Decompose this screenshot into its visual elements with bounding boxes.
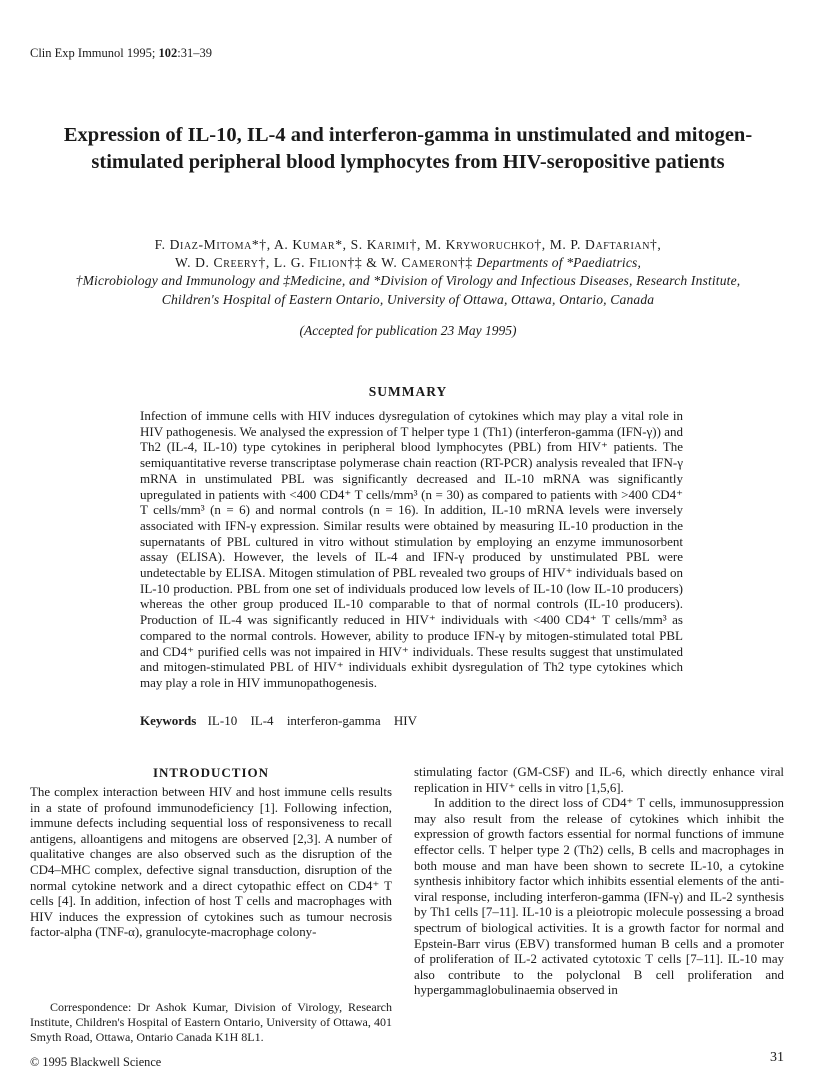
correspondence-note: Correspondence: Dr Ashok Kumar, Division of Virology, Research Institute, Children's Hospital of Eastern Ontario, University of Ottawa, 401 Smyth Road, Ottawa, Ontario Canada K1H 8L1.	[30, 1000, 392, 1044]
page-number: 31	[770, 1050, 784, 1065]
journal-name: Clin Exp Immunol 1995;	[30, 46, 156, 60]
keywords-label: Keywords	[140, 713, 197, 728]
author-line-1: F. Diaz-Mitoma*†, A. Kumar*, S. Karimi†, M. Kryworuchko†, M. P. Daftarian†,	[154, 237, 662, 252]
summary-text: Infection of immune cells with HIV induces dysregulation of cytokines which may play a vital role in HIV pathogenesis. We analysed the expression of T helper type 1 (Th1) (interferon-gamma (IFN-γ)) and Th2 (IL-4, IL-10) type cytokines in peripheral blood lymphocytes (PBL) from HIV⁺ patients. The semiquantitative reverse transcriptase polymerase chain reaction (RT-PCR) analysis revealed that IFN-γ mRNA in unstimulated PBL was significantly decreased and IL-10 mRNA was significantly upregulated in patients with <400 CD4⁺ T cells/mm³ (n = 30) as compared to patients with >400 CD4⁺ T cells/mm³ (n = 6) and normal controls (n = 16). In addition, IL-10 mRNA levels were inversely associated with IFN-γ expression. Similar results were obtained by measuring IL-10 production in the supernatants of PBL cultured in vitro without stimulation by employing an enzyme immunosorbent assay (ELISA). However, the levels of IL-4 and IFN-γ produced by unstimulated PBL were undetectable by ELISA. Mitogen stimulation of PBL revealed two groups of HIV⁺ individuals based on IL-10 production. PBL from one set of individuals produced low levels of IL-10 (low IL-10 producers) whereas the other group produced IL-10 comparable to that of normal controls (IL-10 producers). Production of IL-4 was significantly reduced in HIV⁺ individuals with <400 CD4⁺ T cells/mm³ as compared to the normal controls. However, ability to produce IFN-γ by mitogen-stimulated total PBL and CD4⁺ purified cells was not impaired in HIV⁺ individuals. These results suggest that unstimulated and mitogen-stimulated PBL of HIV⁺ individuals exhibit dysregulation of Th2 type cytokines which may play a role in HIV immunopathogenesis.	[140, 408, 683, 690]
keyword-item: IL-10	[207, 713, 238, 728]
author-names-2: W. D. Creery†, L. G. Filion†‡ & W. Cameron†‡	[174, 255, 473, 271]
left-column	[30, 765, 392, 941]
introduction-paragraph-1: The complex interaction between HIV and host immune cells results in a state of profound immunodeficiency [1]. Following infection, immune defects including sequential loss of responsiveness to recall antigens, alloantigens and mitogens are observed [2,3]. A number of qualitative changes are also observed such as the disruption of the CD4–MHC complex, defective signal transduction, disruption of the normal cytokine network and a direct cytopathic effect on CD4⁺ T cells [4]. In addition, infection of host T cells and macrophages with HIV induces the expression of cytokines such as tumour necrosis factor-alpha (TNF-α), granulocyte-macrophage colony-	[30, 785, 392, 940]
article-title: Expression of IL-10, IL-4 and interferon-gamma in unstimulated and mitogen-stimulated peripheral blood lymphocytes from HIV-seropositive patients	[63, 124, 753, 173]
keyword-item: IL-4	[250, 713, 274, 728]
right-column	[414, 765, 784, 999]
introduction-heading: INTRODUCTION	[152, 765, 269, 780]
keyword-item: interferon-gamma	[286, 713, 381, 728]
journal-volume: 102	[158, 46, 178, 60]
keyword-item: HIV	[393, 713, 418, 728]
affiliation-line-1: †Microbiology and Immunology and ‡Medicine, and *Division of Virology and Infectious Diseases, Research Institute,	[75, 273, 741, 289]
accepted-date: (Accepted for publication 23 May 1995)	[299, 323, 517, 338]
affiliation-line-2: Children's Hospital of Eastern Ontario, University of Ottawa, Ottawa, Ontario, Canada	[161, 291, 655, 307]
journal-reference	[30, 46, 212, 61]
author-block	[60, 236, 756, 309]
affiliation-start: Departments of *Paediatrics,	[472, 255, 642, 271]
journal-pages: :31–39	[177, 46, 212, 60]
author-line-2	[60, 254, 756, 272]
introduction-paragraph-1-continued: stimulating factor (GM-CSF) and IL-6, which directly enhance viral replication in HIV⁺ cells in vitro [1,5,6].	[414, 765, 784, 795]
keywords-line	[140, 713, 427, 729]
copyright-notice: © 1995 Blackwell Science	[30, 1055, 162, 1069]
summary-heading: SUMMARY	[368, 384, 448, 399]
introduction-paragraph-2: In addition to the direct loss of CD4⁺ T cells, immunosuppression may also result from the release of cytokines which inhibit the expression of growth factors essential for normal functions of immune effector cells. T helper type 2 (Th2) cells, B cells and macrophages in both mouse and man have been shown to secrete IL-10, a cytokine synthesis inhibitory factor which inhibits essential elements of the anti-viral response, including interferon-gamma (IFN-γ) and IL-2 synthesis by Th1 cells [7–11]. IL-10 is a pleiotropic molecule possessing a broad spectrum of biological activities. It is a growth factor for normal and Epstein-Barr virus (EBV) transformed human B cells and a promoter of proliferation of IL-2 activated cytotoxic T cells [7–11]. IL-10 may also contribute to the polyclonal B cell proliferation and hypergammaglobulinaemia observed in	[414, 796, 784, 998]
